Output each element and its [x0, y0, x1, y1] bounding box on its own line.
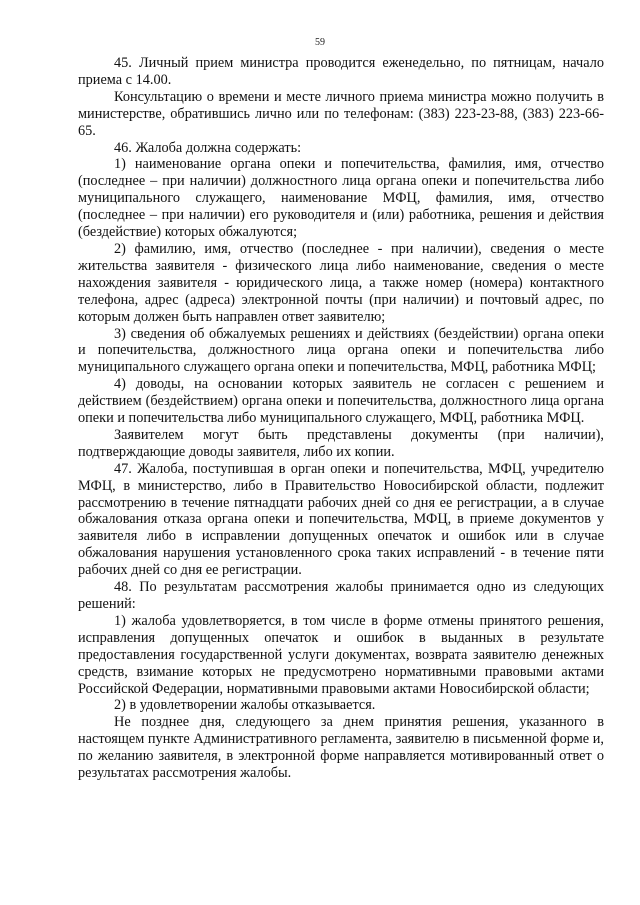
paragraph-48-decisions: 48. По результатам рассмотрения жалобы принимается одно из следующих решений: [78, 579, 604, 612]
paragraph-consultation: Консультацию о времени и месте личного приема министра можно получить в министерстве, обратившись лично или по телефонам: (383) 223-23-88, (383) 223-66-65. [78, 88, 604, 139]
paragraph-46-complaint-contents: 46. Жалоба должна содержать: [114, 139, 302, 156]
page-number: 59 [315, 37, 325, 48]
paragraph-45-personal-reception: 45. Личный прием министра проводится еженедельно, по пятницам, начало приема с 14.00. [78, 55, 604, 88]
paragraph-46-item-1: 1) наименование органа опеки и попечительства, фамилия, имя, отчество (последнее – при наличии) должностного лица органа опеки и попечительства либо муниципального служащего, наименование МФЦ, фамилия, имя, отчество (последнее – при наличии) его руководителя и (или) работника, решения и действия (бездействие) которых обжалуются; [78, 156, 604, 241]
paragraph-46-item-4: 4) доводы, на основании которых заявитель не согласен с решением и действием (бездействием) органа опеки и попечительства, должностного лица органа опеки и попечительства либо муниципального служащего, МФЦ, работника МФЦ. [78, 376, 604, 427]
paragraph-response: Не позднее дня, следующего за днем принятия решения, указанного в настоящем пункте Административного регламента, заявителю в письменной форме и, по желанию заявителя, в электронной форме направляется мотивированный ответ о результатах рассмотрения жалобы. [78, 714, 604, 782]
paragraph-46-item-2: 2) фамилию, имя, отчество (последнее - при наличии), сведения о месте жительства заявителя - физического лица либо наименование, сведения о месте нахождения заявителя - юридического лица, а также номер (номера) контактного телефона, адрес (адреса) электронной почты (при наличии) и почтовый адрес, по которым должен быть направлен ответ заявителю; [78, 240, 604, 325]
paragraph-48-item-1: 1) жалоба удовлетворяется, в том числе в форме отмены принятого решения, исправления допущенных опечаток и ошибок в выданных в результате предоставления государственной услуги документах, возврата заявителю денежных средств, взимание которых не предусмотрено нормативными правовыми актами Российской Федерации, нормативными правовыми актами Новосибирской области; [78, 612, 604, 697]
document-body [78, 55, 604, 782]
paragraph-47-review-period: 47. Жалоба, поступившая в орган опеки и попечительства, МФЦ, учредителю МФЦ, в министерство, либо в Правительство Новосибирской области, подлежит рассмотрению в течение пятнадцати рабочих дней со дня ее регистрации, а в случае обжалования отказа органа опеки и попечительства, МФЦ, в приеме документов у заявителя либо в исправлении допущенных опечаток и ошибок или в случае обжалования нарушения установленного срока таких исправлений - в течение пяти рабочих дней со дня ее регистрации. [78, 460, 604, 579]
paragraph-supporting-documents: Заявителем могут быть представлены документы (при наличии), подтверждающие доводы заявителя, либо их копии. [78, 426, 604, 460]
paragraph-46-item-3: 3) сведения об обжалуемых решениях и действиях (бездействии) органа опеки и попечительства, должностного лица органа опеки и попечительства либо муниципального служащего органа опеки и попечительства, МФЦ, работника МФЦ; [78, 325, 604, 376]
paragraph-48-item-2: 2) в удовлетворении жалобы отказывается. [114, 697, 376, 714]
